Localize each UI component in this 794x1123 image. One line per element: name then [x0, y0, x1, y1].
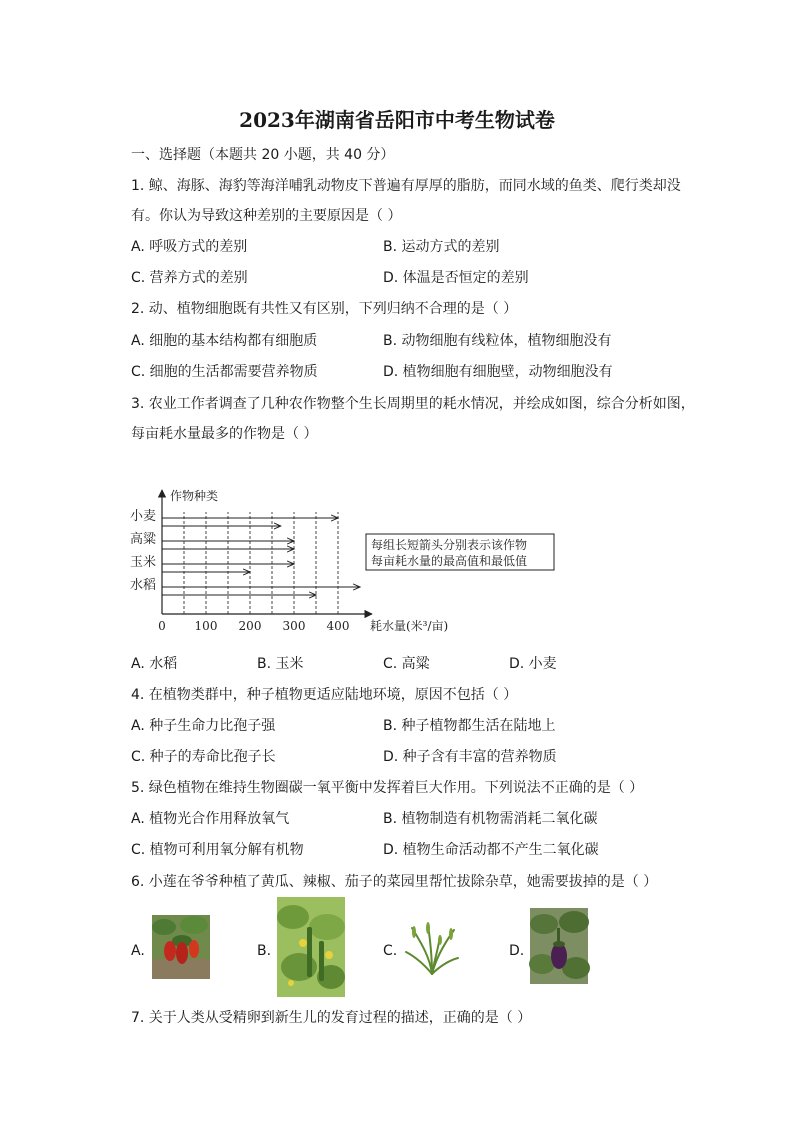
- q4-option-b[interactable]: B. 种子植物都生活在陆地上: [383, 718, 556, 734]
- q3-option-d[interactable]: D. 小麦: [509, 656, 557, 672]
- category-label-1: 高粱: [129, 532, 156, 547]
- q6-option-b[interactable]: B.: [257, 943, 272, 959]
- q1-option-a[interactable]: A. 呼吸方式的差别: [131, 239, 248, 255]
- q3-option-c[interactable]: C. 高粱: [383, 656, 430, 672]
- section-heading: 一、选择题（本题共 20 小题，共 40 分）: [131, 147, 395, 163]
- q1-option-c[interactable]: C. 营养方式的差别: [131, 270, 248, 286]
- q2-option-c[interactable]: C. 细胞的生活都需要营养物质: [131, 364, 318, 380]
- pepper-plant-image: [152, 915, 210, 979]
- q3-option-b[interactable]: B. 玉米: [257, 656, 304, 672]
- q2-option-b[interactable]: B. 动物细胞有线粒体，植物细胞没有: [383, 333, 612, 349]
- question-6-text: 6. 小莲在爷爷种植了黄瓜、辣椒、茄子的菜园里帮忙拔除杂草，她需要拔掉的是（ ）: [131, 874, 658, 890]
- x-axis-label: 耗水量(米³/亩): [370, 619, 449, 633]
- q6-option-c[interactable]: C.: [383, 943, 398, 959]
- chart-svg: [122, 482, 528, 642]
- q3-option-a[interactable]: A. 水稻: [131, 656, 178, 672]
- x-tick-100: 100: [194, 619, 218, 633]
- q2-option-a[interactable]: A. 细胞的基本结构都有细胞质: [131, 333, 318, 349]
- q5-option-d[interactable]: D. 植物生命活动都不产生二氧化碳: [383, 842, 599, 858]
- question-3-text-cont: 每亩耗水量最多的作物是（ ）: [131, 426, 318, 442]
- q1-option-d[interactable]: D. 体温是否恒定的差别: [383, 270, 529, 286]
- exam-title: 2023年湖南省岳阳市中考生物试卷: [239, 108, 555, 132]
- x-tick-0: 0: [158, 619, 166, 633]
- question-1-text-cont: 有。你认为导致这种差别的主要原因是（ ）: [131, 208, 402, 224]
- water-consumption-chart: [122, 482, 528, 642]
- question-5-text: 5. 绿色植物在维持生物圈碳一氧平衡中发挥着巨大作用。下列说法不正确的是（ ）: [131, 780, 644, 796]
- q4-option-d[interactable]: D. 种子含有丰富的营养物质: [383, 749, 557, 765]
- category-label-0: 小麦: [129, 509, 156, 524]
- category-label-2: 玉米: [129, 555, 156, 570]
- q4-option-a[interactable]: A. 种子生命力比孢子强: [131, 718, 276, 734]
- eggplant-plant-image: [530, 908, 588, 984]
- q6-option-d[interactable]: D.: [509, 943, 525, 959]
- category-label-3: 水稻: [129, 578, 156, 593]
- q1-option-b[interactable]: B. 运动方式的差别: [383, 239, 500, 255]
- y-axis-label: 作物种类: [170, 489, 219, 503]
- x-tick-400: 400: [326, 619, 350, 633]
- question-1-text: 1. 鲸、海豚、海豹等海洋哺乳动物皮下普遍有厚厚的脂肪，而同水域的鱼类、爬行类却没: [131, 178, 681, 194]
- q2-option-d[interactable]: D. 植物细胞有细胞壁，动物细胞没有: [383, 364, 613, 380]
- x-tick-300: 300: [282, 619, 306, 633]
- x-tick-200: 200: [238, 619, 262, 633]
- question-2-text: 2. 动、植物细胞既有共性又有区别，下列归纳不合理的是（ ）: [131, 301, 518, 317]
- cucumber-plant-image: [277, 897, 345, 997]
- q5-option-b[interactable]: B. 植物制造有机物需消耗二氧化碳: [383, 811, 598, 827]
- note-line-1: 每组长短箭头分别表示该作物: [371, 538, 528, 552]
- q4-option-c[interactable]: C. 种子的寿命比孢子长: [131, 749, 276, 765]
- weed-grass-image: [404, 922, 460, 976]
- question-7-text: 7. 关于人类从受精卵到新生儿的发育过程的描述，正确的是（ ）: [131, 1010, 532, 1026]
- q5-option-a[interactable]: A. 植物光合作用释放氧气: [131, 811, 290, 827]
- question-4-text: 4. 在植物类群中，种子植物更适应陆地环境，原因不包括（ ）: [131, 687, 518, 703]
- q5-option-c[interactable]: C. 植物可利用氧分解有机物: [131, 842, 304, 858]
- note-line-2: 每亩耗水量的最高值和最低值: [371, 554, 528, 568]
- question-3-text: 3. 农业工作者调查了几种农作物整个生长周期里的耗水情况，并绘成如图，综合分析如图，: [131, 396, 695, 412]
- q6-option-a[interactable]: A.: [131, 943, 145, 959]
